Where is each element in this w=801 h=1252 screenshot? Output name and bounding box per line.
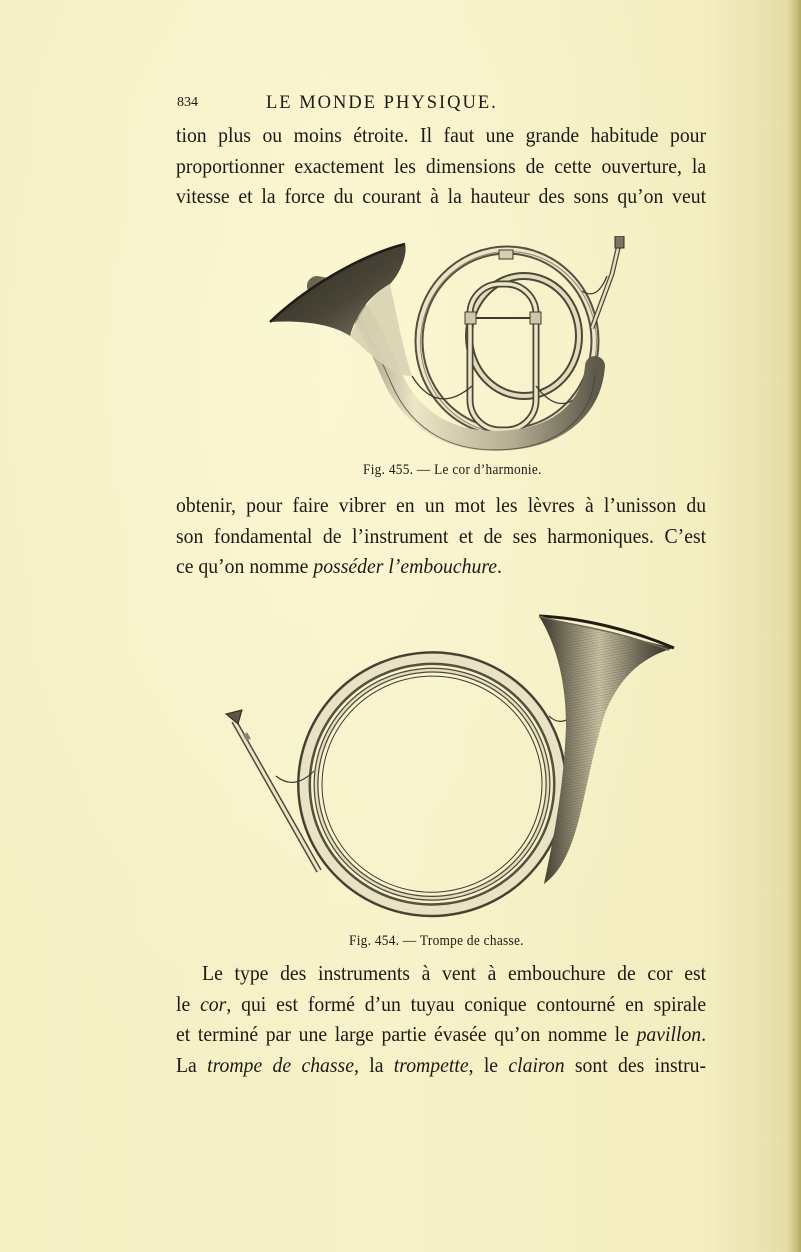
text-run: .	[497, 554, 502, 578]
text-line: obtenir, pour faire vibrer en un mot les lèvres à l’unisson du	[176, 493, 707, 517]
figure-455-caption: Fig. 455. — Le cor d’harmonie.	[363, 462, 542, 478]
text-line: Le type des instruments à vent à embouchure de cor est	[202, 961, 707, 985]
page-number: 834	[177, 95, 198, 110]
text-run: , qui est formé d’un tuyau conique contourné en spirale	[226, 991, 707, 1016]
italic-term: cor	[200, 991, 227, 1016]
italic-term: pavillon	[636, 1022, 702, 1046]
italic-term: clairon	[508, 1052, 565, 1077]
italic-term: posséder l’embouchure	[313, 554, 498, 578]
text-line: vitesse et la force du courant à la hauteur des sons qu’on veut	[176, 184, 707, 208]
text-run: .	[701, 1022, 707, 1046]
italic-term: trompe de chasse	[207, 1052, 354, 1077]
paragraph-1	[176, 120, 706, 212]
figure-454-caption: Fig. 454. — Trompe de chasse.	[349, 933, 524, 949]
page-gutter-shadow	[787, 0, 801, 1252]
text-run: et terminé par une large partie évasée qu’on nomme le	[176, 1022, 637, 1046]
paragraph-2	[176, 490, 706, 582]
horn-illustration-icon	[262, 236, 642, 458]
text-line	[176, 551, 706, 582]
text-run: La	[176, 1052, 208, 1077]
figure-454-trompe-de-chasse	[214, 606, 676, 924]
text-line	[176, 989, 706, 1020]
text-line: tion plus ou moins étroite. Il faut une grande habitude pour	[176, 123, 707, 147]
italic-term: trompette	[393, 1052, 469, 1077]
figure-455-cor-d-harmonie	[262, 236, 642, 458]
running-title: LE MONDE PHYSIQUE.	[266, 93, 498, 113]
text-run: , le	[468, 1052, 509, 1077]
text-run: , la	[353, 1052, 394, 1077]
paragraph-3	[176, 958, 706, 1080]
running-head	[177, 95, 707, 119]
text-run: le	[176, 991, 201, 1016]
text-run: ce qu’on nomme	[176, 554, 314, 578]
text-line: proportionner exactement les dimensions de cette ouverture, la	[176, 153, 707, 178]
text-run: sont des instru-	[564, 1052, 707, 1077]
text-line	[176, 1050, 706, 1081]
text-line: son fondamental de l’instrument et de ses harmoniques. C’est	[176, 523, 707, 548]
text-line	[176, 1019, 706, 1050]
hunting-horn-illustration-icon	[214, 606, 676, 924]
